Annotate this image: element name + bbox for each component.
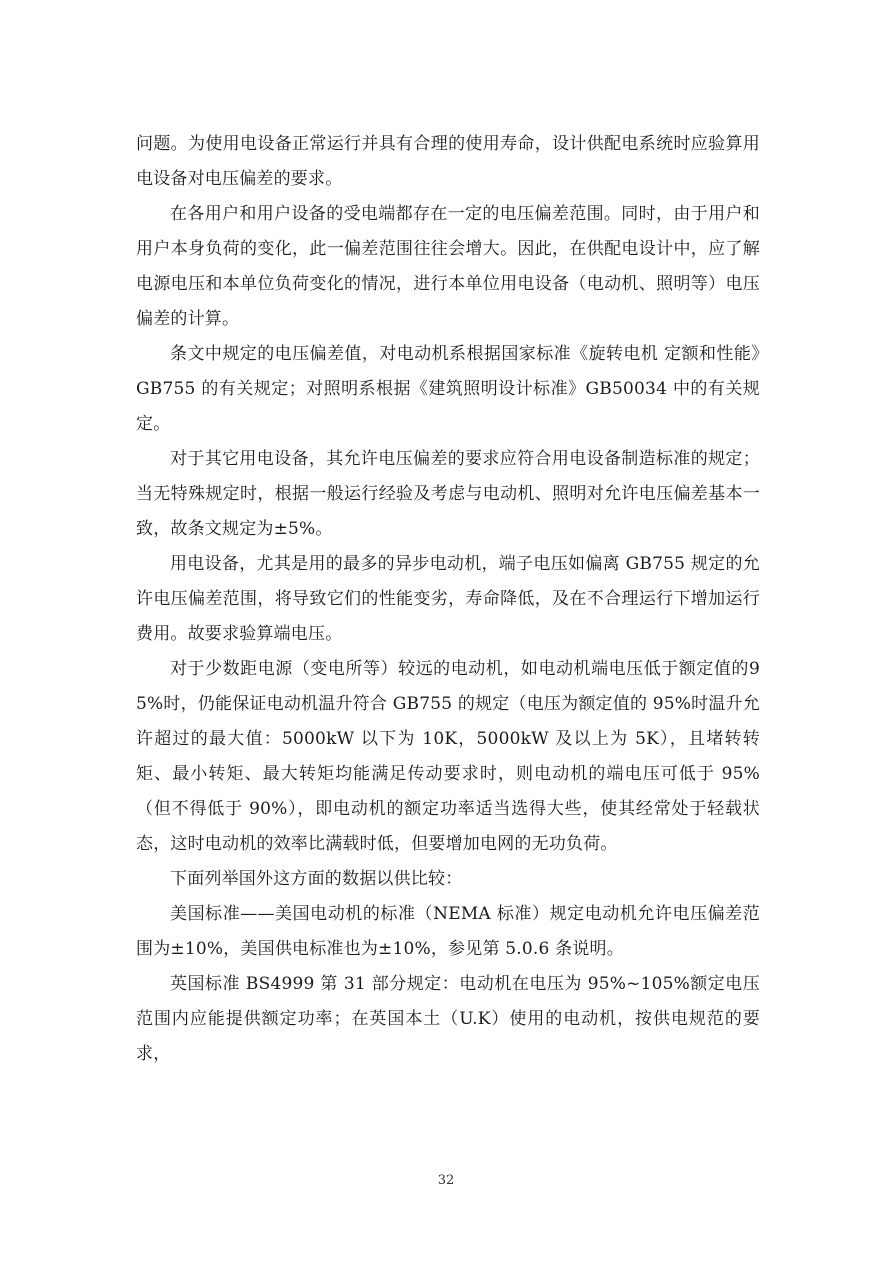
paragraph: 美国标准——美国电动机的标准（NEMA 标准）规定电动机允许电压偏差范围为±10%，美国供电标准也为±10%，参见第 5.0.6 条说明。 (136, 904, 760, 959)
page-number: 32 (437, 1173, 455, 1188)
paragraph: 英国标准 BS4999 第 31 部分规定：电动机在电压为 95%~105%额定电压范围内应能提供额定功率；在英国本土（U.K）使用的电动机，按供电规范的要求， (136, 974, 760, 1064)
paragraph: 用电设备，尤其是用的最多的异步电动机，端子电压如偏离 GB755 规定的允许电压偏差范围，将导致它们的性能变劣，寿命降低，及在不合理运行下增加运行费用。故要求验算端电压。 (136, 554, 760, 644)
paragraph: 对于其它用电设备，其允许电压偏差的要求应符合用电设备制造标准的规定；当无特殊规定时，根据一般运行经验及考虑与电动机、照明对允许电压偏差基本一致，故条文规定为±5%。 (136, 449, 760, 539)
paragraph: 问题。为使用电设备正常运行并具有合理的使用寿命，设计供配电系统时应验算用电设备对电压偏差的要求。 (136, 134, 760, 189)
paragraph: 条文中规定的电压偏差值，对电动机系根据国家标准《旋转电机 定额和性能》GB755 的有关规定；对照明系根据《建筑照明设计标准》GB50034 中的有关规定。 (136, 344, 760, 434)
body-text (136, 127, 760, 1072)
paragraph: 下面列举国外这方面的数据以供比较： (170, 869, 463, 889)
paragraph: 对于少数距电源（变电所等）较远的电动机，如电动机端电压低于额定值的95%时，仍能保证电动机温升符合 GB755 的规定（电压为额定值的 95%时温升允许超过的最大值：5000kW 以下为 10K，5000kW 及以上为 5K），且堵转转矩、最小转矩、最大转矩均能满足传动要求时，则电动机的端电压可低于 95%（但不得低于 90%），即电动机的额定功率适当选得大些，使其经常处于轻载状态，这时电动机的效率比满载时低，但要增加电网的无功负荷。 (136, 659, 760, 854)
paragraph: 在各用户和用户设备的受电端都存在一定的电压偏差范围。同时，由于用户和用户本身负荷的变化，此一偏差范围往往会增大。因此，在供配电设计中，应了解电源电压和本单位负荷变化的情况，进行本单位用电设备（电动机、照明等）电压偏差的计算。 (136, 204, 760, 329)
